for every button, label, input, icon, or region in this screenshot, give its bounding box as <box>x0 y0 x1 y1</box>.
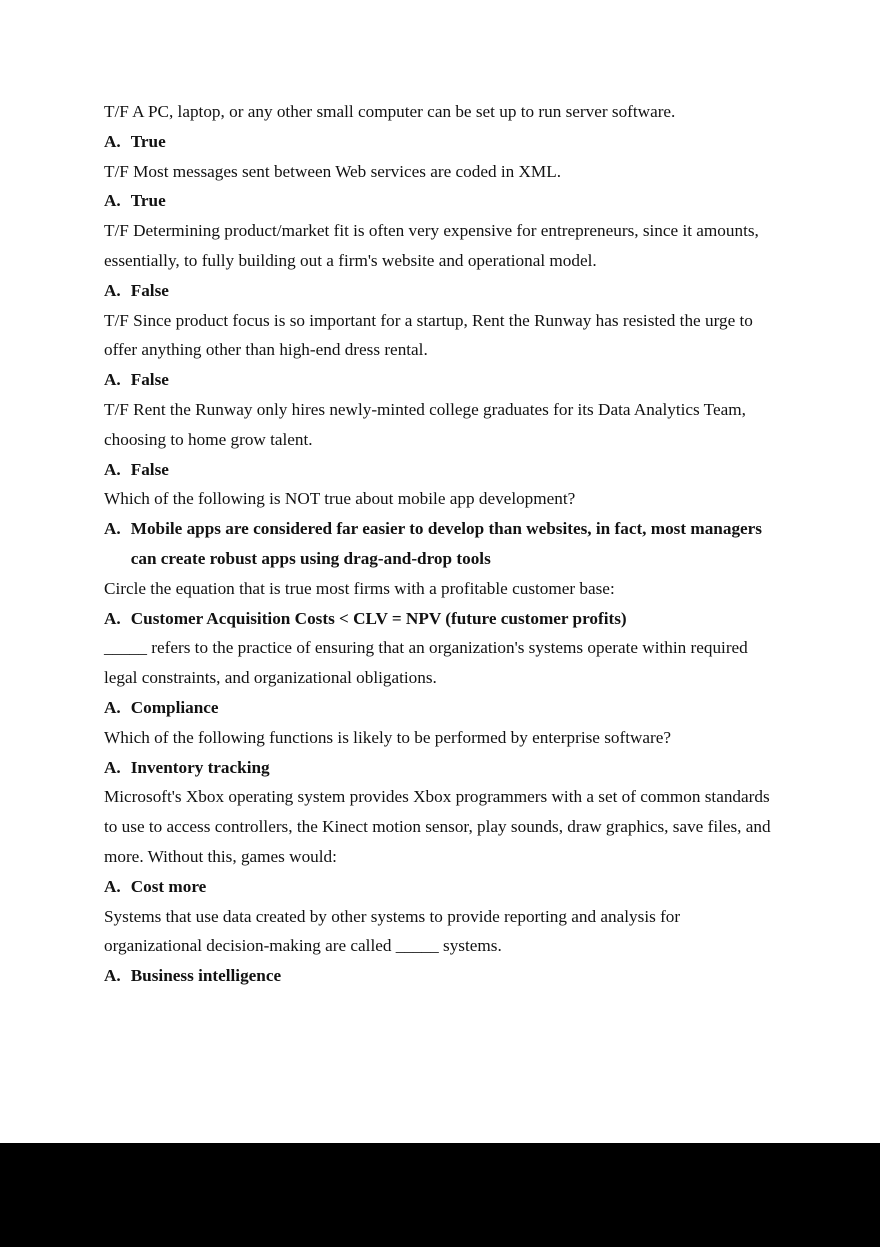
question-text: T/F Since product focus is so important for a startup, Rent the Runway has resisted the urge to offer anything other than high-end dress rental. <box>104 310 753 360</box>
answer-label: A. <box>104 370 121 390</box>
answer-text: Inventory tracking <box>130 757 270 777</box>
answer-label: A. <box>104 191 121 211</box>
answer-row <box>104 455 777 485</box>
qa-item <box>104 723 777 783</box>
answer-text: False <box>130 370 169 390</box>
question-text: _____ refers to the practice of ensuring that an organization's systems operate within required legal constraints, and organizational obligations. <box>104 638 748 688</box>
answer-label: A. <box>104 757 121 777</box>
question-text: T/F Most messages sent between Web services are coded in XML. <box>104 161 561 181</box>
answer-label: A. <box>104 876 121 896</box>
answer-row <box>104 961 777 991</box>
answer-row <box>104 365 777 395</box>
qa-item <box>104 902 777 991</box>
answer-text: False <box>130 459 169 479</box>
qa-item <box>104 782 777 901</box>
answer-row <box>104 276 777 306</box>
question-text: Which of the following is NOT true about mobile app development? <box>104 489 576 509</box>
qa-item <box>104 574 777 634</box>
qa-item <box>104 157 777 217</box>
answer-label: A. <box>104 966 121 986</box>
qa-item <box>104 633 777 722</box>
answer-text: Compliance <box>130 697 219 717</box>
answer-row <box>104 186 777 216</box>
answer-text: Mobile apps are considered far easier to develop than websites, in fact, most managers can create robust apps using drag-and-drop tools <box>130 519 762 568</box>
answer-row <box>104 693 777 723</box>
question-text: T/F A PC, laptop, or any other small computer can be set up to run server software. <box>104 102 676 121</box>
question-text: Which of the following functions is likely to be performed by enterprise software? <box>104 727 672 747</box>
question-text: T/F Rent the Runway only hires newly-minted college graduates for its Data Analytics Team, choosing to home grow talent. <box>104 399 746 449</box>
answer-text: Business intelligence <box>130 966 282 986</box>
answer-row <box>104 514 777 574</box>
answer-text: Cost more <box>130 876 207 896</box>
answer-label: A. <box>104 459 121 479</box>
question-text: Circle the equation that is true most firms with a profitable customer base: <box>104 578 615 598</box>
qa-item <box>104 395 777 484</box>
answer-label: A. <box>104 131 121 151</box>
answer-text: True <box>130 191 166 211</box>
qa-item <box>104 97 777 157</box>
question-text: Microsoft's Xbox operating system provides Xbox programmers with a set of common standards to use to access controllers, the Kinect motion sensor, play sounds, draw graphics, save files, and more. Without this, games would: <box>104 787 771 866</box>
answer-text: Customer Acquisition Costs < CLV = NPV (future customer profits) <box>130 608 627 628</box>
answer-label: A. <box>104 608 121 628</box>
qa-item <box>104 306 777 395</box>
answer-label: A. <box>104 280 121 300</box>
answer-label: A. <box>104 697 121 717</box>
answer-row <box>104 604 777 634</box>
answer-label: A. <box>104 519 121 539</box>
answer-text: True <box>130 131 166 151</box>
question-text: T/F Determining product/market fit is often very expensive for entrepreneurs, since it amounts, essentially, to fully building out a firm's website and operational model. <box>104 221 759 270</box>
answer-text: False <box>130 280 169 300</box>
qa-item <box>104 484 777 573</box>
bottom-black-bar <box>0 1143 880 1247</box>
answer-row <box>104 872 777 902</box>
answer-row <box>104 127 777 157</box>
qa-item <box>104 216 777 305</box>
answer-row <box>104 753 777 783</box>
question-text: Systems that use data created by other systems to provide reporting and analysis for organizational decision-making are called _____ systems. <box>104 906 681 956</box>
